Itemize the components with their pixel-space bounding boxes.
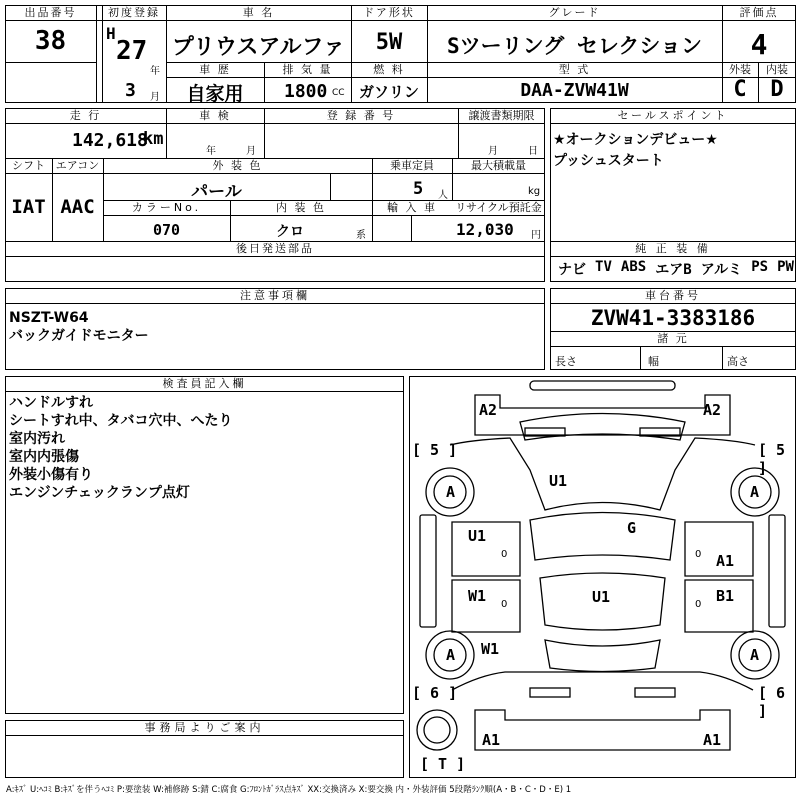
first-reg-label: 初度登録 — [108, 6, 160, 19]
exterior-color: パール — [191, 182, 242, 202]
caution-label: 注意事項欄 — [240, 289, 310, 302]
inspector-line-5: 外装小傷有り — [9, 467, 93, 483]
left-rear-fender-mark: W1 — [481, 640, 500, 658]
equipment-label: 純 正 装 備 — [635, 242, 711, 255]
ac: AAC — [60, 196, 95, 218]
equip-tv: TV — [595, 259, 612, 275]
left-rear-tire-tread: [ 6 ] — [412, 684, 458, 702]
interior-color-label: 内 装 色 — [276, 201, 326, 214]
fuel-label: 燃 料 — [373, 63, 405, 76]
inspector-line-3: 室内汚れ — [9, 431, 65, 447]
color-no-label: カラーNo. — [131, 201, 202, 214]
rear-right-wheel-mark: A — [750, 646, 760, 664]
spec-label: 諸 元 — [657, 332, 689, 345]
hood-mark: U1 — [549, 472, 568, 490]
color-label: 外 装 色 — [212, 159, 263, 172]
int-grade: D — [770, 77, 784, 102]
inspector-line-6: エンジンチェックランプ点灯 — [9, 485, 190, 501]
shift-label: シフト — [12, 159, 45, 172]
mileage-label: 走 行 — [69, 109, 102, 122]
inspector-line-2: シートすれ中、タバコ穴中、へたり — [9, 413, 233, 429]
recycle-fee: 12,030 — [456, 220, 514, 239]
capacity-label: 乗車定員 — [390, 159, 434, 172]
height-label: 高さ — [727, 355, 749, 368]
front-right-wheel-mark: A — [750, 483, 760, 501]
rear-left-wheel-mark: A — [446, 646, 456, 664]
grade-label: グレード — [548, 6, 601, 19]
front-left-bumper-mark: A2 — [479, 401, 498, 419]
model-label: 型 式 — [558, 63, 591, 76]
ext-grade: C — [733, 77, 747, 102]
reg-number-label: 登 録 番 号 — [326, 109, 396, 122]
damage-diagram — [409, 376, 796, 778]
rear-right-bumper-mark: A1 — [703, 731, 722, 749]
transfer-label: 譲渡書類期限 — [468, 109, 535, 122]
ac-label: エアコン — [55, 159, 100, 172]
displacement-label: 排 気 量 — [282, 63, 333, 76]
capacity: 5 — [413, 179, 424, 199]
year-unit: 年 — [150, 66, 160, 77]
inspection-month-unit: 月 — [246, 146, 256, 157]
mileage: 142,618 — [72, 130, 148, 151]
shift: IAT — [11, 196, 46, 218]
recycle-unit: 円 — [531, 230, 541, 241]
int-label: 内装 — [766, 63, 788, 76]
length-label: 長さ — [555, 355, 577, 368]
inspection-label: 車 検 — [199, 109, 231, 122]
km-unit: km — [143, 129, 164, 149]
sales-points-label: セールスポイント — [617, 109, 729, 122]
fuel: ガソリン — [358, 83, 419, 101]
cc-unit: CC — [332, 88, 345, 98]
door-label: ドア形状 — [363, 6, 415, 19]
inspector-line-4: 室内内張傷 — [9, 449, 79, 465]
left-rear-door-mark: W1 — [468, 587, 487, 605]
left-rear-door-zero: 0 — [501, 599, 508, 610]
history: 自家用 — [186, 83, 244, 105]
equip-navi: ナビ — [558, 262, 586, 278]
rear-left-bumper-mark: A1 — [482, 731, 501, 749]
later-parts-label: 後日発送部品 — [236, 242, 314, 255]
era: H — [106, 24, 116, 43]
windshield-mark: G — [627, 519, 637, 537]
width-label: 幅 — [648, 355, 659, 368]
equipment-list — [558, 259, 794, 279]
right-rear-door-zero: 0 — [695, 599, 702, 610]
inspection-year-unit: 年 — [206, 146, 216, 157]
caution-line-2: バックガイドモニター — [9, 328, 149, 344]
right-rear-door-mark: B1 — [716, 587, 735, 605]
score-label: 評価点 — [739, 6, 779, 19]
equip-ps: PS — [751, 259, 769, 275]
import-label: 輸 入 車 — [387, 201, 437, 214]
reg-month: 3 — [125, 80, 136, 101]
front-right-bumper-mark: A2 — [703, 401, 722, 419]
legend: A:ｷｽﾞ U:ﾍｺﾐ B:ｷｽﾞを伴うﾍｺﾐ P:要塗装 W:補修跡 S:錆 C:腐食 G:ﾌﾛﾝﾄｶﾞﾗｽ点ｷｽﾞ XX:交換済み X:要交換 内・外装評価 5段階ﾗﾝｸ順(A・B・C・D・E) 1 — [6, 785, 572, 795]
front-left-wheel-mark: A — [446, 483, 456, 501]
equip-pw: PW — [777, 259, 794, 275]
lot-number: 38 — [34, 26, 67, 56]
car-outline-diagram — [409, 376, 796, 778]
chassis-number: ZVW41-3383186 — [590, 306, 756, 330]
right-front-door-zero: 0 — [695, 549, 702, 560]
door-type: 5W — [375, 30, 403, 55]
inspector-line-1: ハンドルすれ — [9, 395, 93, 411]
reg-year: 27 — [116, 36, 148, 66]
equip-airbag: エアB — [655, 262, 692, 278]
transfer-day-unit: 日 — [528, 146, 538, 157]
roof-mark: U1 — [592, 588, 611, 606]
load-label: 最大積載量 — [471, 159, 526, 172]
score: 4 — [750, 28, 768, 61]
grade: Sツーリング セレクション — [446, 34, 703, 58]
load-unit: kg — [528, 186, 541, 197]
left-front-door-mark: U1 — [468, 527, 487, 545]
sales-point-1: ★オークションデビュー★ — [553, 132, 718, 148]
model-code: DAA-ZVW41W — [520, 80, 629, 101]
car-name: プリウスアルファ — [171, 35, 346, 60]
month-unit: 月 — [150, 92, 160, 103]
right-rear-tire-tread: [ 6 ] — [758, 684, 786, 720]
lot-label: 出品番号 — [24, 6, 77, 19]
interior-color: クロ — [276, 224, 304, 240]
left-front-door-zero: 0 — [501, 549, 508, 560]
office-label: 事務局よりご案内 — [144, 721, 265, 734]
history-label: 車 歴 — [199, 63, 231, 76]
sales-point-2: プッシュスタート — [553, 153, 664, 169]
equip-abs: ABS — [620, 259, 647, 275]
ext-label: 外装 — [729, 63, 751, 76]
right-tire-tread: [ 5 ] — [758, 441, 786, 477]
color-no: 070 — [152, 221, 181, 239]
left-tire-tread: [ 5 ] — [412, 441, 458, 459]
name-label: 車 名 — [242, 6, 275, 19]
transfer-month-unit: 月 — [488, 146, 498, 157]
inspector-label: 検査員記入欄 — [162, 377, 247, 390]
equip-alloy: アルミ — [700, 262, 743, 278]
right-front-door-mark: A1 — [716, 552, 735, 570]
interior-color-unit: 系 — [356, 230, 366, 241]
caution-line-1: NSZT-W64 — [9, 310, 89, 326]
displacement: 1800 — [284, 81, 328, 102]
chassis-label: 車台番号 — [645, 289, 701, 302]
trunk-mark: [ T ] — [420, 755, 466, 773]
recycle-label: リサイクル預託金 — [455, 201, 542, 214]
capacity-unit: 人 — [438, 190, 448, 201]
